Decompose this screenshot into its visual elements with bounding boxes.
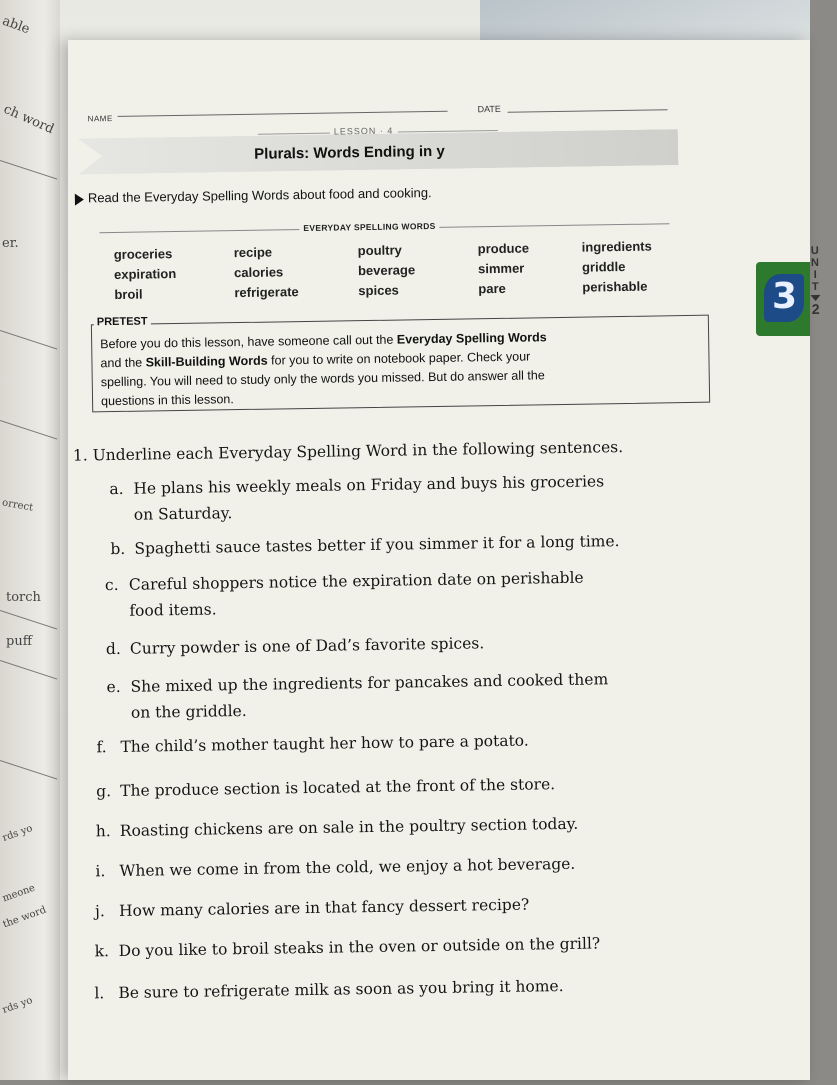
name-label: NAME	[87, 114, 113, 124]
left-page-fragment: ch word	[1, 101, 57, 138]
sentence-item	[106, 630, 485, 662]
word-box-title: EVERYDAY SPELLING WORDS	[299, 221, 439, 233]
pretest-text	[100, 326, 701, 411]
sentence-letter: f.	[96, 738, 107, 757]
sentence-text: Be sure to refrigerate milk as soon as you bring it home.	[118, 977, 564, 1003]
left-page-fragment: orrect	[1, 497, 34, 514]
unit-letter: I	[813, 268, 817, 282]
spelling-word: beverage	[357, 262, 416, 279]
exercise-text: Underline each Everyday Spelling Word in the following sentences.	[92, 438, 624, 465]
left-page-fragment: er.	[2, 236, 19, 251]
sentence-text: The produce section is located at the front of the store.	[120, 775, 556, 800]
left-page-fragment: rds yo	[1, 823, 35, 844]
sentence-item	[96, 771, 555, 804]
word-column	[478, 238, 530, 299]
sentence-text: How many calories are in that fancy dessert recipe?	[118, 895, 530, 921]
sentence-letter: c.	[104, 575, 119, 595]
pretest-line: Before you do this lesson, have someone call out the	[100, 332, 397, 352]
sentence-text: When we come in from the cold, we enjoy a hot beverage.	[119, 854, 576, 880]
left-page-fragment: the word	[1, 904, 48, 931]
sentence-letter: i.	[95, 862, 106, 881]
spelling-word: perishable	[582, 278, 648, 295]
left-page-fragment: meone	[1, 882, 37, 905]
sentence-item	[95, 930, 601, 964]
intro-instruction	[75, 185, 432, 206]
spelling-word: simmer	[477, 260, 525, 277]
word-column	[582, 237, 653, 298]
pretest-line: for you to write on notebook paper. Check your	[267, 349, 531, 368]
pretest-box	[91, 315, 710, 413]
pretest-line: and the	[100, 355, 146, 371]
spelling-word: spices	[358, 282, 399, 299]
sentence-letter: d.	[105, 639, 121, 659]
spelling-word: pare	[478, 280, 506, 297]
sentence-text: He plans his weekly meals on Friday and buys his groceries	[133, 472, 605, 498]
sentence-text: Spaghetti sauce tastes better if you simmer it for a long time.	[134, 532, 620, 558]
badge-number: 3	[772, 276, 798, 317]
sentence-text-continued: on Saturday.	[133, 504, 233, 524]
page-title: Plurals: Words Ending in y	[254, 142, 445, 163]
sentence-text: Curry powder is one of Dad’s favorite spices.	[129, 634, 485, 658]
sentence-item	[96, 811, 579, 845]
spelling-word: ingredients	[581, 238, 652, 255]
sentence-letter: k.	[94, 942, 110, 961]
sentence-item	[110, 528, 620, 562]
exercise-instruction	[73, 438, 623, 465]
workbook-page	[68, 40, 820, 1080]
sentence-text-continued: food items.	[129, 600, 217, 620]
sentence-item	[105, 565, 585, 625]
spelling-word: expiration	[113, 266, 177, 283]
name-line	[118, 111, 448, 117]
spelling-word: calories	[233, 264, 284, 281]
sentence-item	[109, 468, 604, 528]
left-page-fragment: puff	[6, 634, 32, 649]
pretest-label: PRETEST	[94, 315, 151, 328]
sentence-text: The child’s mother taught her how to pare a potato.	[120, 731, 529, 756]
sentence-text-continued: on the griddle.	[130, 701, 247, 722]
unit-letter: U	[810, 244, 819, 258]
left-page-fragment: able	[0, 13, 32, 38]
spelling-word: groceries	[113, 246, 173, 263]
sentence-letter: l.	[94, 984, 105, 1003]
word-column	[358, 240, 416, 301]
sentence-letter: g.	[96, 782, 112, 801]
sentence-letter: h.	[95, 822, 111, 841]
word-column	[114, 244, 177, 305]
sentence-item	[95, 851, 575, 885]
date-label: DATE	[477, 103, 501, 115]
next-page-tab	[756, 262, 810, 336]
sentence-item	[96, 728, 529, 761]
sentence-text: Careful shoppers notice the expiration date on perishable	[128, 568, 584, 594]
word-column	[234, 242, 299, 303]
sentence-item	[106, 666, 608, 726]
pretest-emphasis: Skill-Building Words	[145, 353, 268, 370]
sentence-item	[94, 973, 564, 1006]
spelling-word: produce	[477, 240, 530, 257]
pretest-line: questions in this lesson.	[100, 392, 234, 409]
intro-text: Read the Everyday Spelling Words about food and cooking.	[87, 185, 432, 206]
arrow-right-icon	[75, 193, 84, 205]
unit-number: 2	[811, 300, 820, 318]
unit-letter: T	[811, 280, 819, 294]
page-content	[66, 33, 824, 1085]
sentence-letter: e.	[106, 677, 121, 697]
lesson-number: LESSON · 4	[330, 126, 398, 137]
spelling-word: broil	[114, 286, 143, 303]
sentence-text: Roasting chickens are on sale in the poultry section today.	[119, 814, 579, 840]
sentence-text: She mixed up the ingredients for pancakes and cooked them	[130, 670, 609, 696]
spelling-word: poultry	[357, 242, 402, 259]
spelling-word: recipe	[233, 244, 273, 261]
left-page-fragment: torch	[6, 590, 41, 605]
date-line	[508, 109, 668, 113]
word-box	[99, 220, 670, 313]
sentence-letter: b.	[110, 539, 126, 559]
sentence-letter: j.	[94, 902, 105, 921]
sentence-letter: a.	[109, 479, 124, 499]
exercise-number: 1.	[72, 446, 88, 465]
spelling-word: refrigerate	[234, 284, 299, 301]
unit-letter: N	[810, 256, 820, 270]
sentence-text: Do you like to broil steaks in the oven or outside on the grill?	[118, 934, 601, 961]
spelling-word: griddle	[581, 258, 626, 275]
sentence-item	[95, 892, 530, 925]
pretest-line: spelling. You will need to study only the words you missed. But do answer all the	[100, 368, 545, 390]
pretest-emphasis: Everyday Spelling Words	[396, 330, 547, 347]
left-page-fragment: rds yo	[1, 995, 35, 1016]
